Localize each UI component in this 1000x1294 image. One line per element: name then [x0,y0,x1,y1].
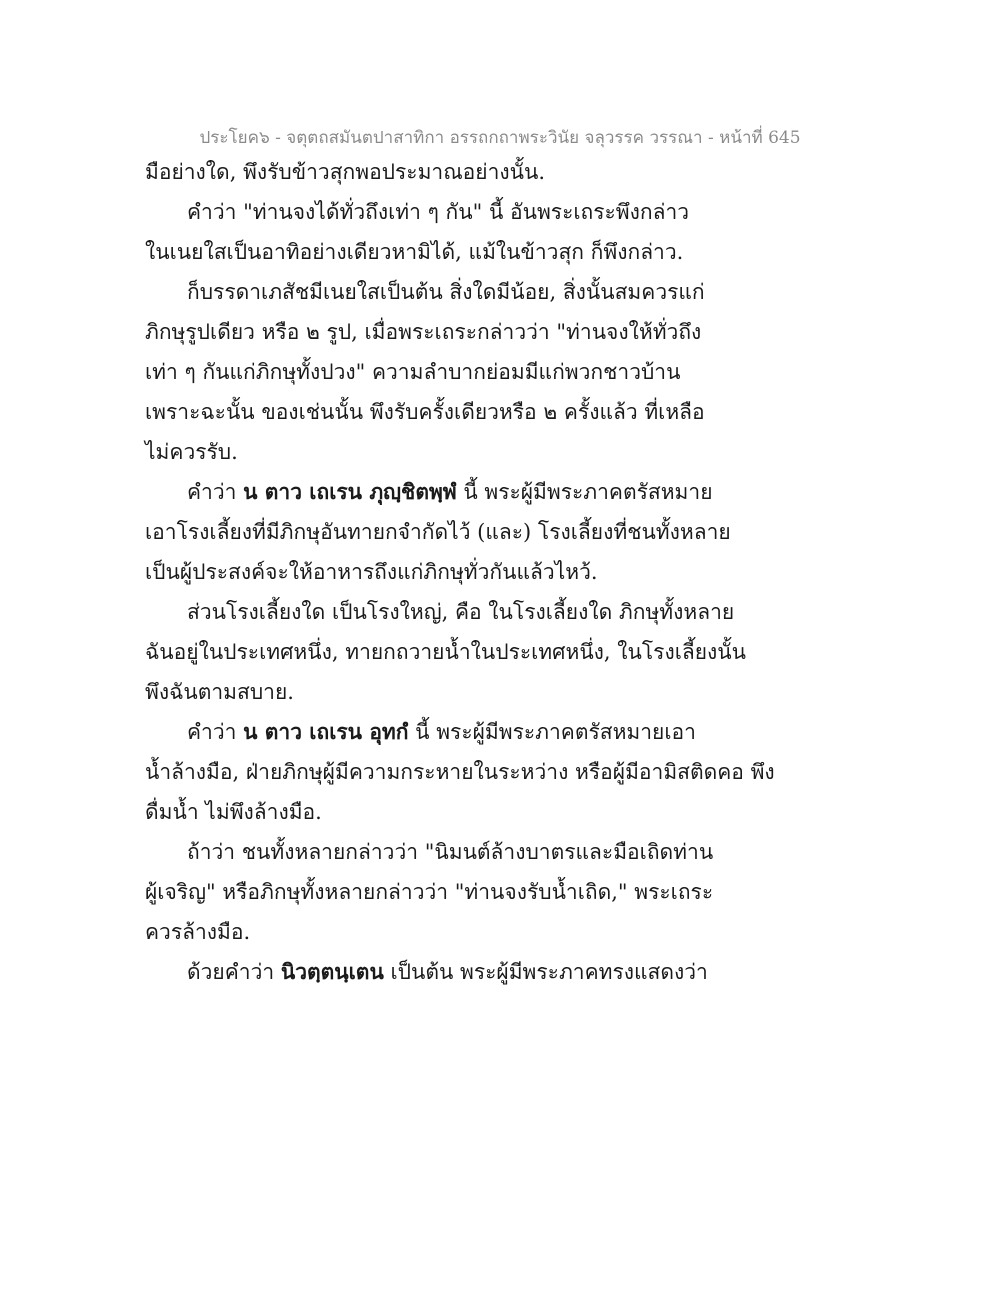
text-line: เอาโรงเลี้ยงที่มีภิกษุอันทายกจำกัดไว้ (และ) โรงเลี้ยงที่ชนทั้งหลาย [145,520,731,544]
text-line: ฉันอยู่ในประเทศหนึ่ง, ทายกถวายน้ำในประเทศหนึ่ง, ในโรงเลี้ยงนั้น [145,640,747,664]
pali-term: น ตาว เถเรน อุทกํ [243,719,409,744]
text-span: นี้ พระผู้มีพระภาคตรัสหมาย [456,480,713,504]
text-line [187,477,713,507]
pali-term: นิวตฺตนฺเตน [280,959,384,984]
text-line: ภิกษุรูปเดียว หรือ ๒ รูป, เมื่อพระเถระกล่าวว่า "ท่านจงให้ทั่วถึง [145,320,702,344]
text-line: เท่า ๆ กันแก่ภิกษุทั้งปวง" ความลำบากย่อมมีแก่พวกชาวบ้าน [145,360,681,384]
text-span: นี้ พระผู้มีพระภาคตรัสหมายเอา [408,720,696,744]
text-line [187,717,696,747]
text-line: ไม่ควรรับ. [145,440,238,464]
text-line: เป็นผู้ประสงค์จะให้อาหารถึงแก่ภิกษุทั่วกันแล้วไหว้. [145,560,598,584]
text-span: เป็นต้น พระผู้มีพระภาคทรงแสดงว่า [383,960,708,984]
text-line: ดื่มน้ำ ไม่พึงล้างมือ. [145,800,322,824]
text-line: พึงฉันตามสบาย. [145,680,294,704]
text-line: คำว่า "ท่านจงได้ทั่วถึงเท่า ๆ กัน" นี้ อันพระเถระพึงกล่าว [187,200,690,224]
text-line: ส่วนโรงเลี้ยงใด เป็นโรงใหญ่, คือ ในโรงเลี้ยงใด ภิกษุทั้งหลาย [187,600,735,624]
text-span: คำว่า [187,720,244,744]
text-line: ในเนยใสเป็นอาทิอย่างเดียวหามิได้, แม้ในข้าวสุก ก็พึงกล่าว. [145,240,684,264]
text-line: เพราะฉะนั้น ของเช่นนั้น พึงรับครั้งเดียวหรือ ๒ ครั้งแล้ว ที่เหลือ [145,400,705,424]
text-line: ก็บรรดาเภสัชมีเนยใสเป็นต้น สิ่งใดมีน้อย, สิ่งนั้นสมควรแก่ [187,280,705,304]
pali-term: น ตาว เถเรน ภุญฺชิตพฺพํ [243,479,457,504]
text-span: คำว่า [187,480,244,504]
page-header: ประโยค๖ - จตุตถสมันตปาสาทิกา อรรถกถาพระวินัย จลุวรรค วรรณา - หน้าที่ 645 [199,128,801,148]
text-line: ถ้าว่า ชนทั้งหลายกล่าวว่า "นิมนต์ล้างบาตรและมือเถิดท่าน [187,840,714,864]
text-line: มือย่างใด, พึงรับข้าวสุกพอประมาณอย่างนั้น. [145,160,546,184]
text-line [187,957,708,987]
text-span: ด้วยคำว่า [187,960,281,984]
text-line: ผู้เจริญ" หรือภิกษุทั้งหลายกล่าวว่า "ท่านจงรับน้ำเถิด," พระเถระ [145,880,714,904]
text-line: น้ำล้างมือ, ฝ่ายภิกษุผู้มีความกระหายในระหว่าง หรือผู้มีอามิสติดคอ พึง [145,760,775,784]
text-line: ควรล้างมือ. [145,920,251,944]
